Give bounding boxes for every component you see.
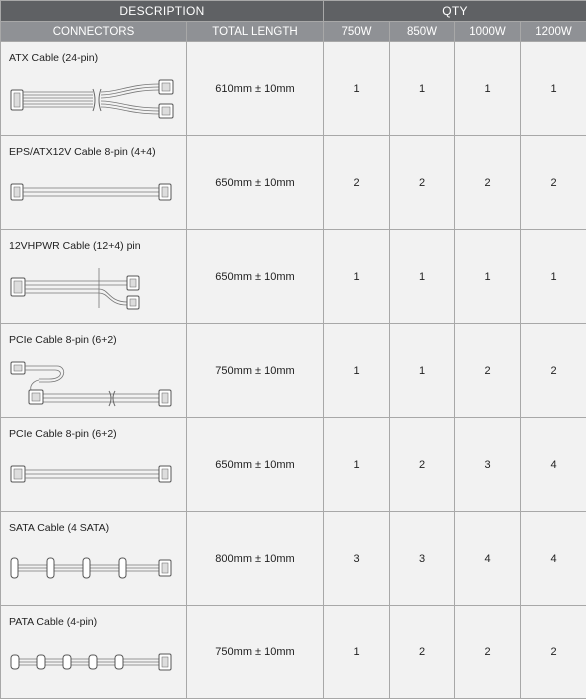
qty-header: QTY	[324, 1, 586, 22]
qty-cell-1200: 1	[521, 42, 586, 136]
12vhpwr-cable-icon	[9, 266, 179, 310]
qty-cell-1200: 2	[521, 324, 586, 418]
table-row	[1, 136, 586, 230]
pcie-6plus2-dual-cable-icon	[9, 360, 179, 408]
table-row	[1, 42, 586, 136]
total-length-cell: 750mm ± 10mm	[187, 606, 324, 699]
qty-cell-1000: 2	[455, 136, 521, 230]
total-length-cell: 800mm ± 10mm	[187, 512, 324, 606]
connector-cell	[1, 230, 187, 324]
connector-name: PCIe Cable 8-pin (6+2)	[9, 334, 117, 346]
sata-cable-icon	[9, 548, 179, 588]
description-header: DESCRIPTION	[1, 1, 324, 22]
connector-cell	[1, 512, 187, 606]
qty-cell-1000: 2	[455, 606, 521, 699]
qty-cell-1200: 2	[521, 136, 586, 230]
connector-cell	[1, 136, 187, 230]
qty-cell-750: 1	[324, 418, 390, 512]
atx-24pin-cable-icon	[9, 78, 179, 122]
header-row-columns	[1, 22, 586, 42]
connector-cell	[1, 606, 187, 699]
connector-cell	[1, 42, 187, 136]
pata-cable-icon	[9, 642, 179, 682]
qty-cell-850: 1	[390, 230, 455, 324]
table-row	[1, 606, 586, 699]
connector-name: PCIe Cable 8-pin (6+2)	[9, 428, 117, 440]
connector-name: ATX Cable (24-pin)	[9, 52, 99, 64]
wattage-header-750: 750W	[324, 22, 390, 42]
table-row	[1, 418, 586, 512]
qty-cell-850: 2	[390, 606, 455, 699]
qty-cell-750: 1	[324, 42, 390, 136]
qty-cell-750: 3	[324, 512, 390, 606]
qty-cell-1000: 1	[455, 230, 521, 324]
qty-cell-750: 1	[324, 324, 390, 418]
connector-name: SATA Cable (4 SATA)	[9, 522, 110, 534]
connector-cell	[1, 324, 187, 418]
qty-cell-750: 2	[324, 136, 390, 230]
wattage-header-1200: 1200W	[521, 22, 586, 42]
connector-name: 12VHPWR Cable (12+4) pin	[9, 240, 141, 252]
total-length-cell: 750mm ± 10mm	[187, 324, 324, 418]
connector-name: EPS/ATX12V Cable 8-pin (4+4)	[9, 146, 156, 158]
wattage-header-850: 850W	[390, 22, 455, 42]
eps-8pin-cable-icon	[9, 172, 179, 212]
connectors-header: CONNECTORS	[1, 22, 187, 42]
qty-cell-850: 1	[390, 42, 455, 136]
qty-cell-1200: 1	[521, 230, 586, 324]
qty-cell-1200: 2	[521, 606, 586, 699]
total-length-cell: 650mm ± 10mm	[187, 136, 324, 230]
table-row	[1, 230, 586, 324]
total-length-cell: 650mm ± 10mm	[187, 230, 324, 324]
qty-cell-750: 1	[324, 230, 390, 324]
total-length-header: TOTAL LENGTH	[187, 22, 324, 42]
total-length-cell: 610mm ± 10mm	[187, 42, 324, 136]
qty-cell-1000: 3	[455, 418, 521, 512]
qty-cell-1200: 4	[521, 512, 586, 606]
table-row	[1, 512, 586, 606]
connector-cell	[1, 418, 187, 512]
qty-cell-1000: 1	[455, 42, 521, 136]
qty-cell-1000: 2	[455, 324, 521, 418]
qty-cell-850: 1	[390, 324, 455, 418]
pcie-6plus2-cable-icon	[9, 454, 179, 494]
header-row-top	[1, 1, 586, 22]
qty-cell-1000: 4	[455, 512, 521, 606]
connector-name: PATA Cable (4-pin)	[9, 616, 98, 628]
qty-cell-850: 3	[390, 512, 455, 606]
qty-cell-850: 2	[390, 136, 455, 230]
qty-cell-750: 1	[324, 606, 390, 699]
total-length-cell: 650mm ± 10mm	[187, 418, 324, 512]
wattage-header-1000: 1000W	[455, 22, 521, 42]
qty-cell-850: 2	[390, 418, 455, 512]
table-row	[1, 324, 586, 418]
qty-cell-1200: 4	[521, 418, 586, 512]
